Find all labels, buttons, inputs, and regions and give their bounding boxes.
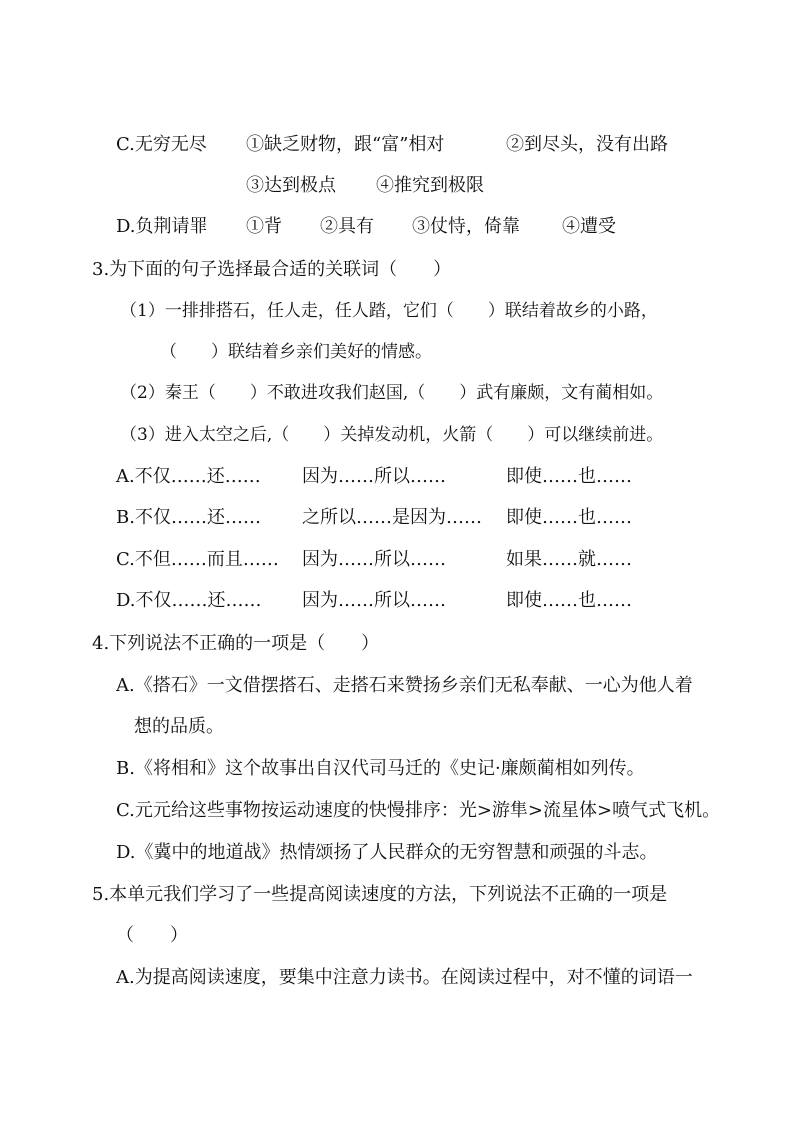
q3-option-b-col-1: B.不仅……还…… (116, 507, 261, 528)
q3-sentence-1-line-2: （ ）联结着乡亲们美好的情感。 (160, 342, 432, 362)
q2-option-c-sense-2: ②到尽头，没有出路 (506, 134, 668, 155)
q2-option-c-sense-3: ③达到极点 (246, 175, 336, 196)
q3-option-a-col-1: A.不仅……还…… (116, 466, 261, 487)
q5-stem-line-1: 5.本单元我们学习了一些提高阅读速度的方法，下列说法不正确的一项是 (92, 884, 668, 905)
q2-option-c-label: C.无穷无尽 (116, 134, 207, 155)
q3-option-b-col-3: 即使……也…… (506, 507, 632, 528)
q3-option-d-col-1: D.不仅……还…… (116, 590, 262, 611)
q3-sentence-3: （3）进入太空之后,（ ）关掉发动机，火箭（ ）可以继续前进。 (120, 425, 664, 445)
q3-option-c-col-2: 因为……所以…… (302, 549, 446, 570)
q2-option-d-sense-2: ②具有 (320, 216, 374, 237)
q4-option-c: C.元元给这些事物按运动速度的快慢排序：光>游隼>流星体>喷气式飞机。 (116, 800, 721, 821)
q3-option-d-col-2: 因为……所以…… (302, 590, 446, 611)
q4-stem: 4.下列说法不正确的一项是（ ） (92, 633, 380, 654)
q4-option-a-line-1: A.《搭石》一文借摆搭石、走搭石来赞扬乡亲们无私奉献、一心为他人着 (116, 675, 693, 696)
q2-option-d-sense-1: ①背 (246, 216, 282, 237)
q2-option-d-sense-4: ④遭受 (562, 216, 616, 237)
q4-option-d: D.《冀中的地道战》热情颂扬了人民群众的无穷智慧和顽强的斗志。 (116, 842, 658, 863)
q5-stem-line-2: （ ） (116, 925, 188, 946)
q3-option-d-col-3: 即使……也…… (506, 590, 632, 611)
q3-stem: 3.为下面的句子选择最合适的关联词（ ） (92, 259, 452, 280)
q2-option-c-sense-4: ④推究到极限 (376, 175, 484, 196)
q3-option-a-col-2: 因为……所以…… (302, 466, 446, 487)
q3-sentence-1-line-1: （1）一排排搭石，任人走，任人踏，它们（ ）联结着故乡的小路， (120, 301, 658, 321)
q4-option-b: B.《将相和》这个故事出自汉代司马迁的《史记·廉颇蔺相如列传。 (116, 758, 645, 779)
q2-option-c-sense-1: ①缺乏财物，跟“富”相对 (246, 134, 445, 155)
q3-option-a-col-3: 即使……也…… (506, 466, 632, 487)
q3-option-c-col-3: 如果……就…… (506, 549, 632, 570)
q2-option-d-sense-3: ③仗恃，倚靠 (412, 216, 520, 237)
q2-option-d-label: D.负荆请罪 (116, 216, 208, 237)
q3-sentence-2: （2）秦王（ ）不敢进攻我们赵国,（ ）武有廉颇，文有蔺相如。 (120, 383, 664, 403)
q4-option-a-line-2: 想的品质。 (134, 716, 224, 737)
q3-option-b-col-2: 之所以……是因为…… (302, 507, 482, 528)
q5-option-a-line-1: A.为提高阅读速度，要集中注意力读书。在阅读过程中，对不懂的词语一 (116, 967, 693, 988)
q3-option-c-col-1: C.不但……而且…… (116, 549, 279, 570)
